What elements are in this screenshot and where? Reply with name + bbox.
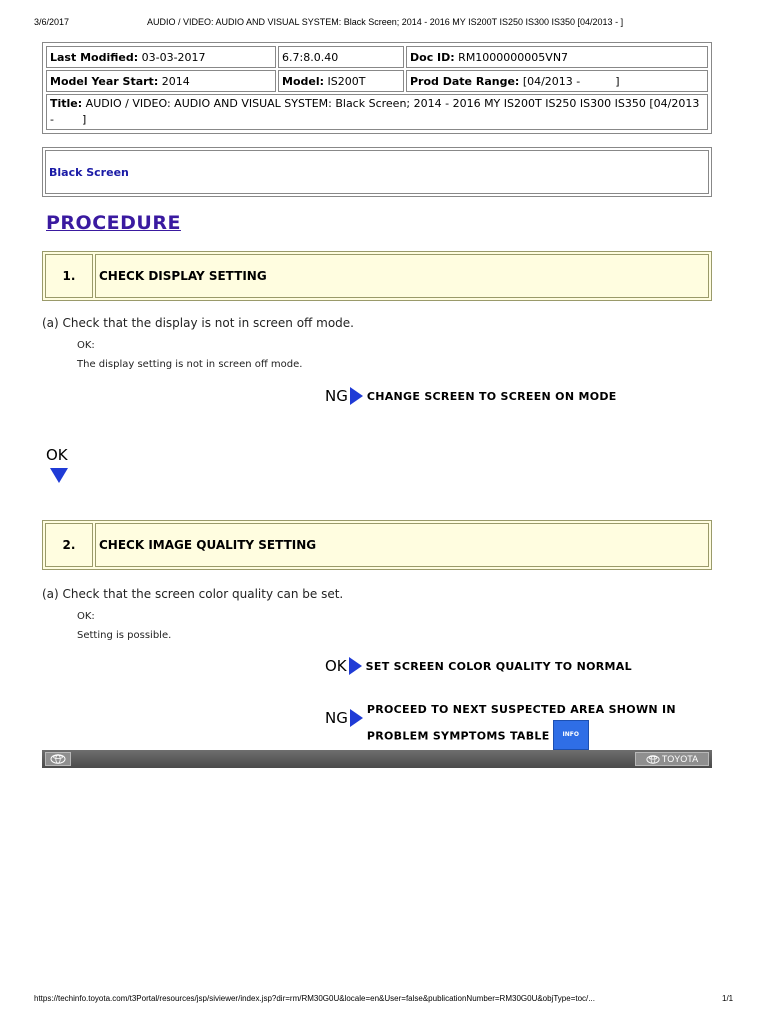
title-cell bbox=[46, 94, 708, 130]
step-2-ng-branch bbox=[325, 700, 676, 750]
arrow-down-icon bbox=[50, 468, 68, 483]
doc-id-cell bbox=[406, 46, 708, 68]
model-label: Model: bbox=[282, 74, 325, 88]
step-1-ng-tag: NG bbox=[325, 387, 348, 405]
step-1-ok-text: The display setting is not in screen off mode. bbox=[77, 359, 303, 370]
last-modified-value: 03-03-2017 bbox=[141, 50, 206, 64]
step-2-ok-result: SET SCREEN COLOR QUALITY TO NORMAL bbox=[365, 659, 632, 673]
print-page-number: 1/1 bbox=[722, 994, 734, 1003]
step-2-ok-label: OK: bbox=[77, 611, 95, 622]
doc-id-value: RM1000000005VN7 bbox=[458, 50, 569, 64]
model-year-label: Model Year Start: bbox=[50, 74, 159, 88]
arrow-right-icon bbox=[349, 657, 362, 675]
arrow-right-icon bbox=[350, 709, 363, 727]
step-1-check: (a) Check that the display is not in screen off mode. bbox=[42, 316, 354, 330]
title-label: Title: bbox=[50, 97, 83, 110]
toyota-brand-text: TOYOTA bbox=[661, 754, 699, 764]
version-value: 6.7:8.0.40 bbox=[282, 50, 339, 64]
section-box bbox=[42, 147, 712, 197]
last-modified-label: Last Modified: bbox=[50, 50, 139, 64]
print-url: https://techinfo.toyota.com/t3Portal/resources/jsp/siviewer/index.jsp?dir=rm/RM30G0U&locale=en&User=false&publicationNumber=RM30G0U&objType=toc/... bbox=[34, 994, 595, 1003]
doc-id-label: Doc ID: bbox=[410, 50, 455, 64]
model-value: IS200T bbox=[327, 74, 366, 88]
step-2-ok-text: Setting is possible. bbox=[77, 630, 172, 641]
title-value: AUDIO / VIDEO: AUDIO AND VISUAL SYSTEM: Black Screen; 2014 - 2016 MY IS200T IS250 IS300 IS350 [04/2013 - ] bbox=[50, 97, 703, 126]
procedure-heading: PROCEDURE bbox=[46, 212, 181, 234]
black-screen-link[interactable]: Black Screen bbox=[49, 165, 129, 179]
toyota-logo-button[interactable] bbox=[635, 752, 709, 766]
step-1-ng-branch bbox=[325, 387, 617, 405]
step-1-ok-label: OK: bbox=[77, 340, 95, 351]
step-1-ok-tag: OK bbox=[46, 446, 68, 464]
step-2-ok-tag: OK bbox=[325, 657, 347, 675]
step-2-ng-result-line1: PROCEED TO NEXT SUSPECTED AREA SHOWN IN bbox=[366, 703, 676, 716]
step-2-ng-result-line2: PROBLEM SYMPTOMS TABLE bbox=[366, 729, 550, 743]
step-1-title: CHECK DISPLAY SETTING bbox=[95, 254, 709, 298]
arrow-right-icon bbox=[350, 387, 363, 405]
model-year-value: 2014 bbox=[161, 74, 190, 88]
print-date: 3/6/2017 bbox=[34, 17, 70, 27]
step-2-title: CHECK IMAGE QUALITY SETTING bbox=[95, 523, 709, 567]
info-button[interactable]: INFO bbox=[553, 720, 589, 750]
toyota-emblem-icon[interactable] bbox=[45, 752, 71, 766]
prod-range-value: [04/2013 - ] bbox=[522, 74, 620, 88]
step-2-header bbox=[42, 520, 712, 570]
prod-range-label: Prod Date Range: bbox=[410, 74, 520, 88]
version-cell bbox=[278, 46, 404, 68]
prod-range-cell bbox=[406, 70, 708, 92]
step-1-number: 1. bbox=[45, 254, 93, 298]
step-2-ng-tag: NG bbox=[325, 709, 348, 727]
step-2-check: (a) Check that the screen color quality can be set. bbox=[42, 587, 344, 601]
print-title: AUDIO / VIDEO: AUDIO AND VISUAL SYSTEM: Black Screen; 2014 - 2016 MY IS200T IS250 IS300 IS350 [04/2013 - ] bbox=[147, 17, 624, 27]
model-year-cell bbox=[46, 70, 276, 92]
last-modified-cell bbox=[46, 46, 276, 68]
footer-toolbar bbox=[42, 750, 712, 768]
step-1-header bbox=[42, 251, 712, 301]
step-2-number: 2. bbox=[45, 523, 93, 567]
step-1-ng-result: CHANGE SCREEN TO SCREEN ON MODE bbox=[366, 389, 617, 403]
document-metadata-table bbox=[42, 42, 712, 134]
model-cell bbox=[278, 70, 404, 92]
step-2-ok-branch bbox=[325, 657, 632, 675]
